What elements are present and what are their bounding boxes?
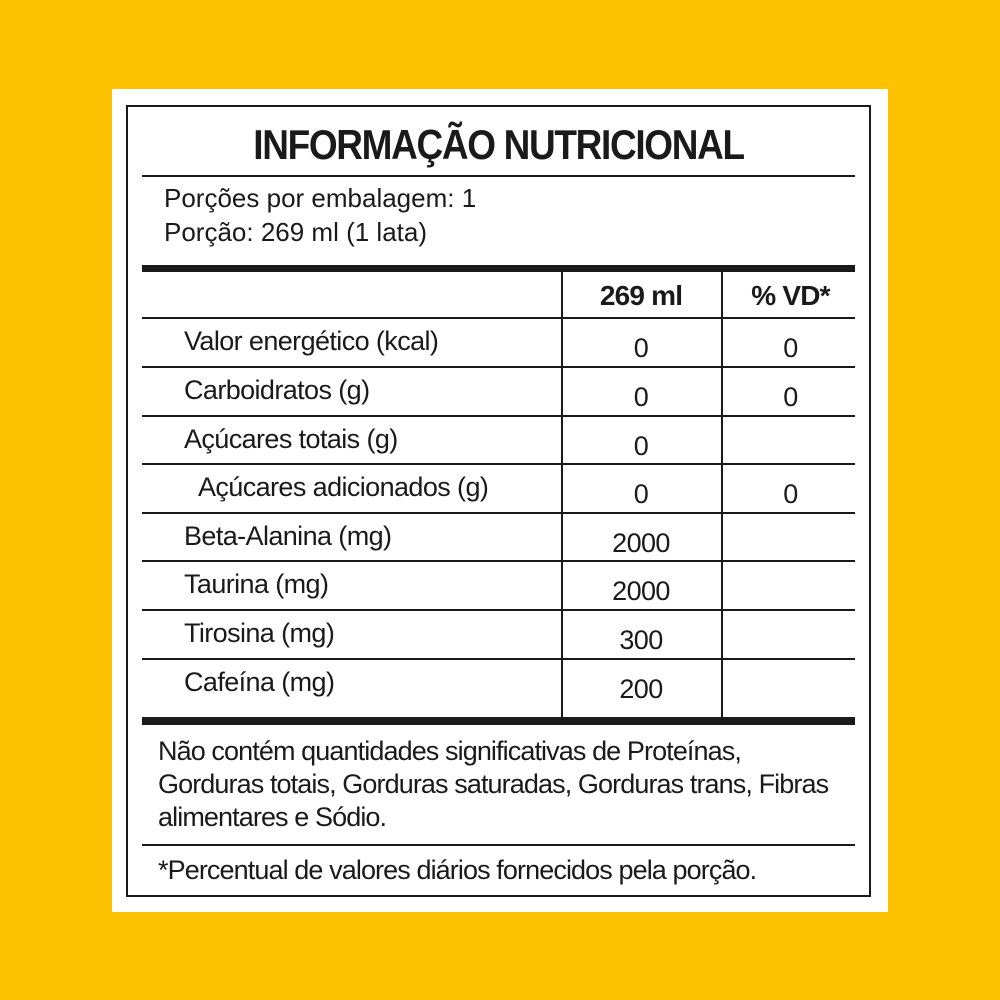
note-line: Gorduras totais, Gorduras saturadas, Gorduras trans, Fibras bbox=[158, 769, 829, 799]
table-row bbox=[142, 660, 855, 708]
table-row bbox=[142, 417, 855, 465]
daily-value-footnote: *Percentual de valores diários fornecidos pela porção. bbox=[158, 855, 757, 885]
nutrient-amount: 2000 bbox=[612, 576, 670, 606]
table-row bbox=[142, 562, 855, 610]
table-row bbox=[142, 611, 855, 659]
table-row bbox=[142, 368, 855, 416]
nutrition-label-card bbox=[112, 89, 888, 912]
nutrient-name: Taurina (mg) bbox=[184, 569, 329, 599]
table-header-row bbox=[142, 272, 855, 320]
nutrient-dv: 0 bbox=[783, 479, 798, 509]
nutrient-name: Beta-Alanina (mg) bbox=[184, 521, 392, 551]
serving-size: Porção: 269 ml (1 lata) bbox=[164, 217, 428, 247]
nutrient-name: Açúcares totais (g) bbox=[184, 424, 398, 454]
nutrient-name: Carboidratos (g) bbox=[184, 375, 370, 405]
nutrient-name: Açúcares adicionados (g) bbox=[198, 472, 489, 502]
nutrient-amount: 0 bbox=[633, 431, 649, 461]
nutrient-name: Cafeína (mg) bbox=[184, 667, 335, 697]
divider-above-footnote bbox=[142, 844, 855, 846]
nutrient-dv: 0 bbox=[783, 382, 798, 412]
column-header-amount: 269 ml bbox=[599, 280, 683, 311]
nutrient-dv: 0 bbox=[783, 333, 798, 363]
table-row bbox=[142, 319, 855, 367]
not-significant-note bbox=[158, 735, 849, 834]
servings-per-package: Porções por embalagem: 1 bbox=[164, 183, 477, 213]
nutrition-label-frame bbox=[126, 105, 871, 897]
nutrient-name: Valor energético (kcal) bbox=[184, 326, 439, 356]
divider-under-title bbox=[142, 175, 855, 177]
label-title: INFORMAÇÃO NUTRICIONAL bbox=[253, 121, 744, 168]
thick-divider-bottom bbox=[142, 717, 855, 725]
nutrient-amount: 200 bbox=[619, 674, 663, 704]
note-line: alimentares e Sódio. bbox=[158, 802, 387, 832]
table-row bbox=[142, 465, 855, 513]
nutrient-amount: 0 bbox=[633, 382, 649, 412]
nutrient-amount: 2000 bbox=[612, 528, 670, 558]
nutrient-name: Tirosina (mg) bbox=[184, 618, 335, 648]
nutrient-amount: 0 bbox=[633, 333, 649, 363]
column-header-dv: % VD* bbox=[751, 280, 830, 311]
nutrient-amount: 0 bbox=[633, 479, 649, 509]
table-row bbox=[142, 514, 855, 562]
thick-divider-top bbox=[142, 265, 855, 272]
note-line: Não contém quantidades significativas de Proteínas, bbox=[158, 736, 741, 766]
nutrient-amount: 300 bbox=[619, 625, 663, 655]
